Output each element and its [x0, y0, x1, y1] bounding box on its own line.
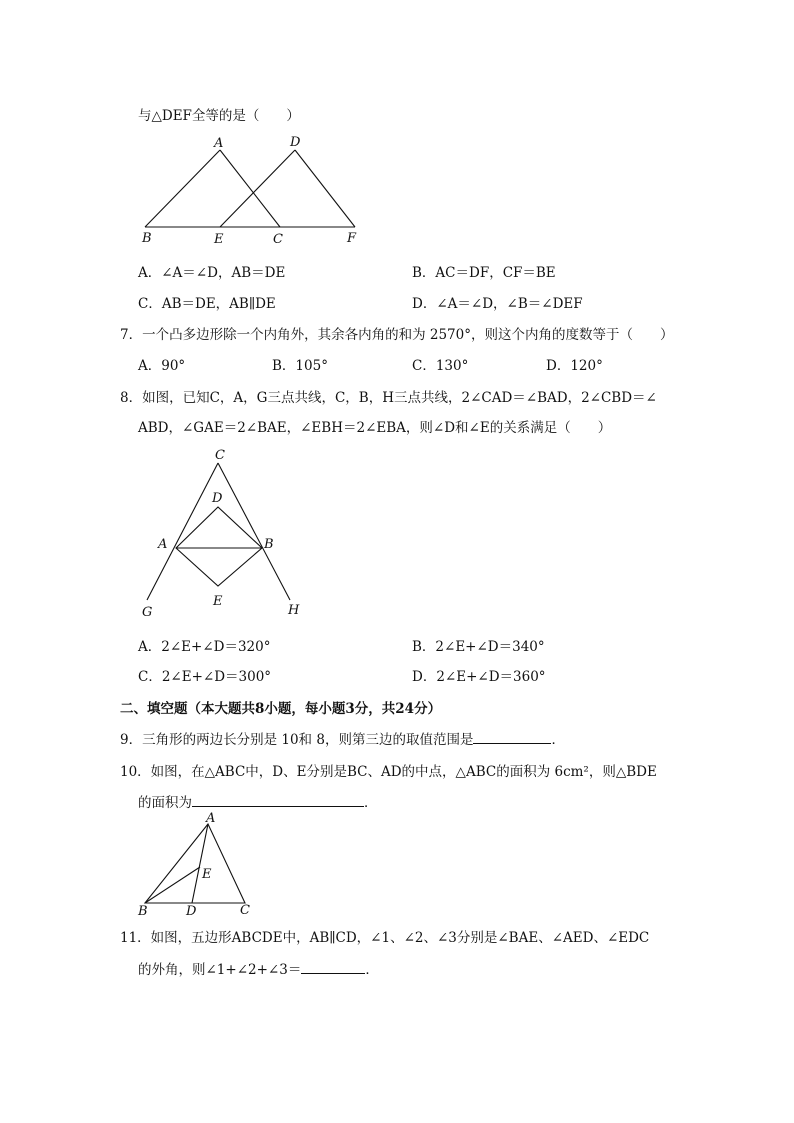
label-d: D — [212, 491, 223, 506]
q6-figure — [130, 132, 380, 252]
label-e: E — [202, 867, 212, 882]
q10-stem-line1: 10．如图，在△ABC中，D、E分别是BC、AD的中点，△ABC的面积为 6cm²，则△BDE — [120, 764, 657, 780]
label-f: F — [347, 231, 357, 246]
label-c: C — [215, 448, 225, 463]
segment-ac — [220, 150, 280, 227]
label-e: E — [214, 232, 224, 247]
q9-answer-blank — [473, 729, 551, 744]
label-d: D — [186, 904, 197, 919]
q10-end: ． — [364, 795, 378, 811]
label-h: H — [288, 603, 300, 618]
q11-line2 — [138, 958, 379, 978]
q10-answer-blank — [192, 792, 364, 807]
segment-ed — [220, 150, 295, 227]
label-a: A — [214, 136, 224, 151]
q7-stem: 7．一个凸多边形除一个内角外，其余各内角的和为 2570°，则这个内角的度数等于（ ） — [120, 327, 674, 343]
label-e: E — [213, 594, 223, 609]
q10-line2 — [138, 791, 378, 811]
label-g: G — [142, 605, 153, 620]
label-d: D — [290, 135, 301, 150]
segment-ad — [192, 824, 208, 903]
segment-cg — [147, 463, 218, 600]
q11-answer-blank — [301, 959, 365, 974]
label-c: C — [240, 903, 250, 918]
label-b: B — [138, 904, 148, 919]
q7-option-b: B．105° — [272, 358, 328, 374]
q8-option-d: D．2∠E+∠D＝360° — [412, 669, 546, 685]
label-a: A — [158, 537, 168, 552]
q8-option-c: C．2∠E+∠D＝300° — [138, 669, 272, 685]
q9-line — [120, 728, 565, 748]
label-a: A — [206, 811, 216, 826]
q7-option-a: A．90° — [138, 358, 186, 374]
label-b: B — [264, 537, 274, 552]
q11-end: ． — [365, 962, 379, 978]
q7-option-d: D．120° — [546, 358, 603, 374]
q7-option-c: C．130° — [412, 358, 469, 374]
q6-option-b: B．AC＝DF，CF＝BE — [412, 265, 556, 281]
segment-ch — [218, 463, 290, 600]
q8-stem-line2: ABD，∠GAE＝2∠BAE，∠EBH＝2∠EBA，则∠D和∠E的关系满足（ ） — [138, 420, 612, 436]
segment-df — [295, 150, 355, 227]
q8-figure — [130, 445, 320, 625]
segment-ab — [145, 150, 220, 227]
q11-stem-line2: 的外角，则∠1+∠2+∠3＝ — [138, 962, 302, 978]
q10-stem-line2: 的面积为 — [138, 795, 192, 811]
label-b: B — [142, 231, 152, 246]
q9-stem: 9．三角形的两边长分别是 10和 8，则第三边的取值范围是 — [120, 732, 474, 748]
segment-be — [145, 867, 200, 903]
q10-figure — [130, 812, 265, 922]
q6-option-a: A．∠A＝∠D，AB＝DE — [138, 265, 286, 281]
q8-option-b: B．2∠E+∠D＝340° — [412, 639, 545, 655]
triangle-abc — [145, 824, 245, 903]
section-title: 二、填空题（本大题共8小题，每小题3分，共24分） — [120, 701, 442, 717]
q8-option-a: A．2∠E+∠D＝320° — [138, 639, 271, 655]
q6-stem: 与△DEF全等的是（ ） — [138, 108, 300, 124]
q6-option-d: D．∠A＝∠D，∠B＝∠DEF — [412, 296, 583, 312]
q6-option-c: C．AB＝DE，AB∥DE — [138, 296, 276, 312]
q9-end: ． — [551, 732, 565, 748]
label-c: C — [273, 232, 283, 247]
q8-stem-line1: 8．如图，已知C，A，G三点共线，C，B，H三点共线，2∠CAD＝∠BAD，2∠CBD＝∠ — [120, 390, 657, 406]
q11-stem-line1: 11．如图，五边形ABCDE中，AB∥CD，∠1、∠2、∠3分别是∠BAE、∠AED、∠EDC — [120, 930, 650, 946]
